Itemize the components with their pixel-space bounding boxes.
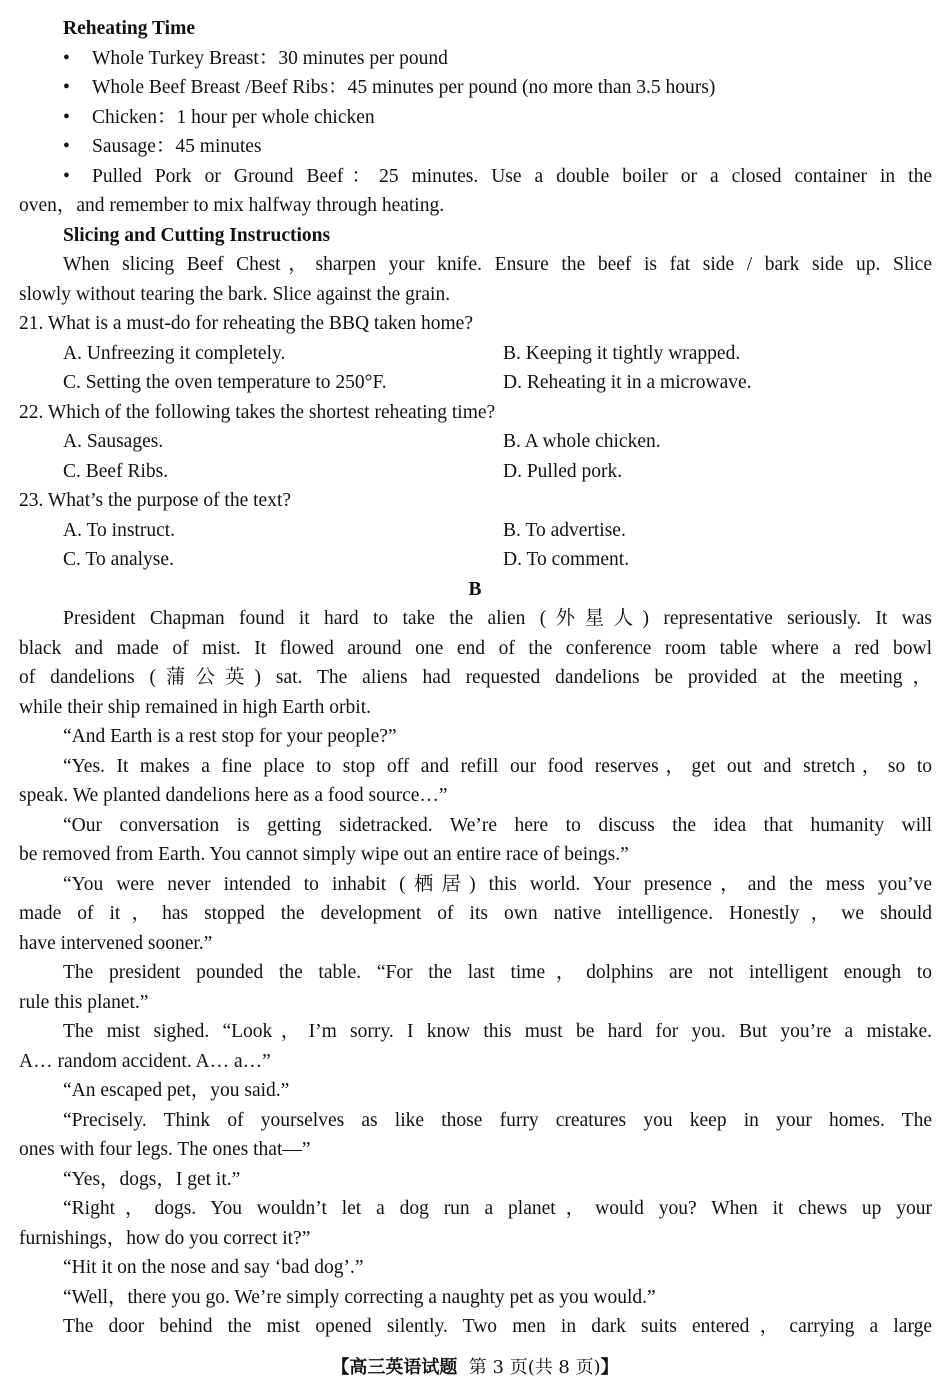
option-d: D. Pulled pork. [503,461,623,482]
passage-line: made of it，has stopped the development of its own native intelligence. Honestly，we should [19,903,932,924]
option-c: C. To analyse. [63,549,174,570]
footer-title: 高三英语试题 [349,1357,458,1378]
question-stem: 22. Which of the following takes the shortest reheating time? [19,402,496,423]
option-b: B. A whole chicken. [503,431,661,452]
passage-line: ones with four legs. The ones that—” [19,1139,311,1160]
passage-line: The mist sighed. “Look，I’m sorry. I know this must be hard for you. But you’re a mistake. [63,1021,932,1042]
reheating-heading: Reheating Time [63,18,195,39]
question-stem: 23. What’s the purpose of the text? [19,490,292,511]
option-b: B. To advertise. [503,520,626,541]
passage-line: black and made of mist. It flowed around one end of the conference room table where a red bowl [19,638,932,659]
option-d: D. Reheating it in a microwave. [503,372,752,393]
passage-line: rule this planet.” [19,992,149,1013]
bullet-text: Chicken：1 hour per whole chicken [92,107,375,128]
passage-line: “And Earth is a rest stop for your people?” [63,726,397,747]
passage-line: speak. We planted dandelions here as a food source…” [19,785,448,806]
passage-line: furnishings，how do you correct it?” [19,1228,311,1249]
bullet-text: Sausage：45 minutes [92,136,262,157]
passage-line: “Well，there you go. We’re simply correcting a naughty pet as you would.” [63,1287,656,1308]
bullet-continuation: oven，and remember to mix halfway through heating. [19,195,445,216]
option-d: D. To comment. [503,549,630,570]
option-c: C. Setting the oven temperature to 250°F. [63,372,387,393]
bullet-item [67,103,932,133]
footer-bracket-left: 【 [331,1357,350,1378]
question-stem: 21. What is a must-do for reheating the BBQ taken home? [19,313,473,334]
footer-bracket-right: 】 [600,1357,619,1378]
passage-line: President Chapman found it hard to take the alien (外星人) representative seriously. It was [63,608,932,629]
passage-line: while their ship remained in high Earth orbit. [19,697,371,718]
passage-line: of dandelions (蒲公英) sat. The aliens had requested dandelions be provided at the meeting， [19,667,932,688]
option-a: A. Sausages. [63,431,164,452]
passage-line: have intervened sooner.” [19,933,213,954]
passage-line: be removed from Earth. You cannot simply wipe out an entire race of beings.” [19,844,629,865]
passage-line: “Right，dogs. You wouldn’t let a dog run a planet，would you? When it chews up your [63,1198,932,1219]
option-b: B. Keeping it tightly wrapped. [503,343,741,364]
bullet-text: Whole Beef Breast /Beef Ribs：45 minutes per pound (no more than 3.5 hours) [92,77,716,98]
passage-line: “Yes. It makes a fine place to stop off and refill our food reserves，get out and stretch，so to [63,756,932,777]
slicing-heading: Slicing and Cutting Instructions [63,225,331,246]
bullet-text: Whole Turkey Breast：30 minutes per pound [92,48,448,69]
passage-line: The president pounded the table. “For the last time，dolphins are not intelligent enough to [63,962,932,983]
passage-line: “You were never intended to inhabit (栖居) this world. Your presence，and the mess you’ve [63,874,932,895]
passage-line: “An escaped pet，you said.” [63,1080,290,1101]
bullet-item [67,162,932,192]
bullet-item [67,73,932,103]
bullet-item [67,132,932,162]
section-label: B [468,579,482,600]
passage-line: “Hit it on the nose and say ‘bad dog’.” [63,1257,364,1278]
bullet-item [67,44,932,74]
passage-line: The door behind the mist opened silently. Two men in dark suits entered，carrying a large [63,1316,932,1337]
footer-page-number: 第 3 页(共 8 页) [468,1357,601,1378]
paragraph-line: slowly without tearing the bark. Slice against the grain. [19,284,451,305]
option-a: A. Unfreezing it completely. [63,343,286,364]
bullet-text: Pulled Pork or Ground Beef：25 minutes. Use a double boiler or a closed container in the [92,166,932,187]
passage-line: A… random accident. A… a…” [19,1051,271,1072]
option-c: C. Beef Ribs. [63,461,169,482]
page-footer [0,1353,950,1383]
option-a: A. To instruct. [63,520,176,541]
passage-line: “Yes，dogs，I get it.” [63,1169,241,1190]
paragraph-line: When slicing Beef Chest，sharpen your knife. Ensure the beef is fat side / bark side up. Slice [63,254,932,275]
passage-line: “Our conversation is getting sidetracked. We’re here to discuss the idea that humanity will [63,815,932,836]
passage-line: “Precisely. Think of yourselves as like those furry creatures you keep in your homes. The [63,1110,932,1131]
